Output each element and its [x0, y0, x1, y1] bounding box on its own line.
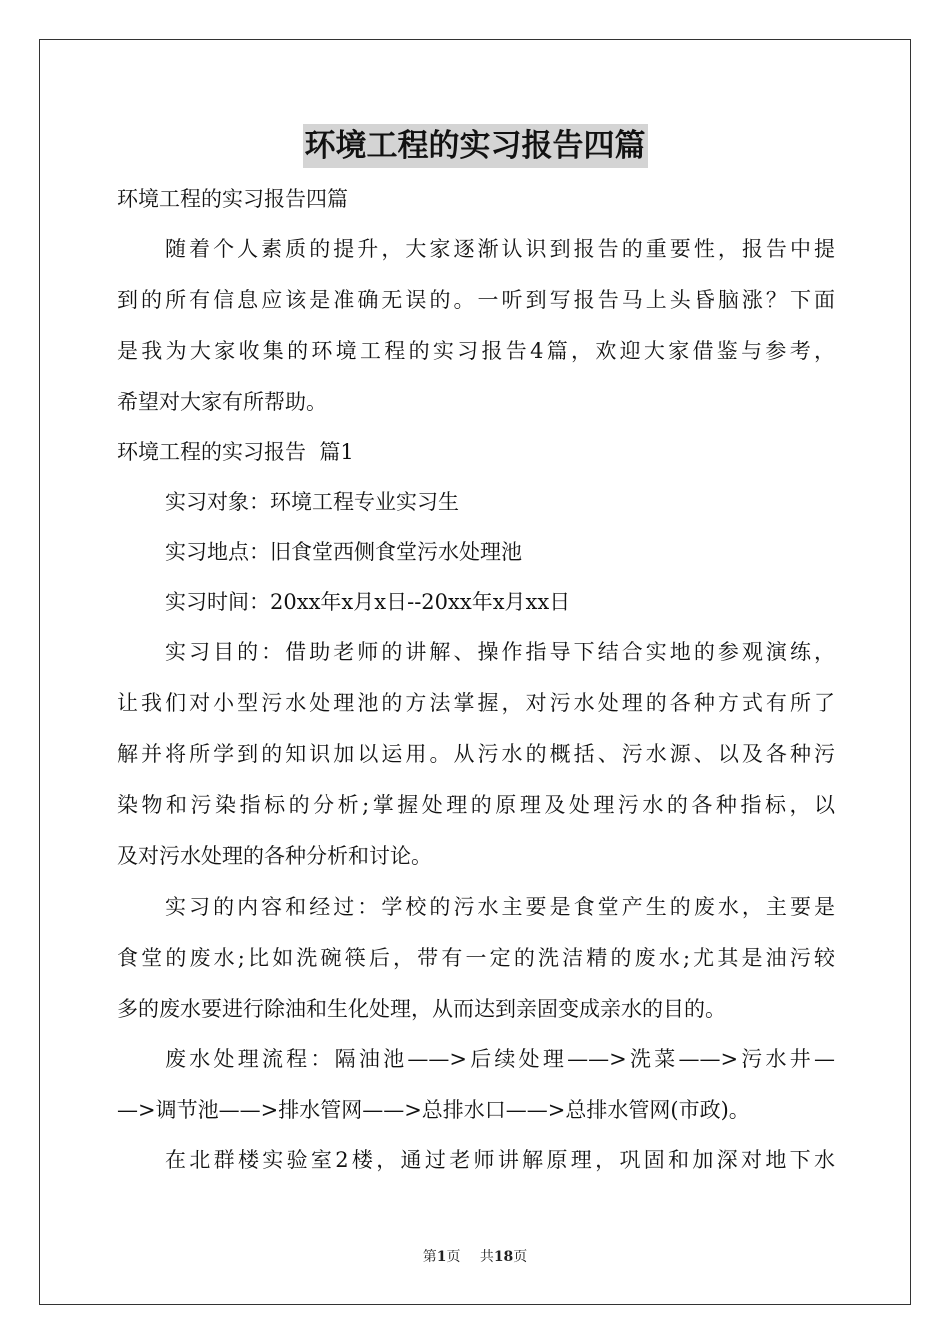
paragraph-line: 及对污水处理的各种分析和讨论。	[117, 844, 432, 868]
paragraph-line: 解并将所学到的知识加以运用。从污水的概括、污水源、以及各种污	[117, 742, 835, 766]
paragraph-line: —>调节池——>排水管网——>总排水口——>总排水管网(市政)。	[117, 1098, 750, 1122]
paragraph-line: 废水处理流程：隔油池——>后续处理——>洗菜——>污水井—	[165, 1047, 835, 1071]
total-label-prefix: 共	[479, 1249, 494, 1265]
paragraph-line: 实习对象：环境工程专业实习生	[165, 490, 459, 514]
paragraph-line: 是我为大家收集的环境工程的实习报告4篇，欢迎大家借鉴与参考，	[117, 339, 835, 363]
page-footer	[0, 1246, 950, 1266]
paragraph-line: 到的所有信息应该是准确无误的。一听到写报告马上头昏脑涨？下面	[117, 288, 835, 312]
paragraph-line: 随着个人素质的提升，大家逐渐认识到报告的重要性，报告中提	[165, 237, 835, 261]
total-pages: 18	[493, 1249, 514, 1265]
subtitle-line: 环境工程的实习报告四篇	[117, 187, 348, 211]
paragraph-line: 实习地点：旧食堂西侧食堂污水处理池	[165, 540, 522, 564]
paragraph-line: 食堂的废水;比如洗碗筷后，带有一定的洗洁精的废水;尤其是油污较	[117, 946, 835, 970]
page-number: 1	[436, 1249, 447, 1265]
total-label-suffix: 页	[513, 1249, 528, 1265]
paragraph-line: 实习目的：借助老师的讲解、操作指导下结合实地的参观演练，	[165, 640, 835, 664]
page-label-mid: 页	[446, 1249, 461, 1265]
paragraph-line: 实习的内容和经过：学校的污水主要是食堂产生的废水，主要是	[165, 895, 835, 919]
paragraph-line: 实习时间：20xx年x月x日--20xx年x月xx日	[165, 590, 571, 614]
document-title: 环境工程的实习报告四篇	[303, 124, 648, 168]
title-container	[0, 124, 950, 168]
paragraph-line: 多的废水要进行除油和生化处理，从而达到亲固变成亲水的目的。	[117, 997, 726, 1021]
paragraph-line: 希望对大家有所帮助。	[117, 390, 327, 414]
paragraph-line: 让我们对小型污水处理池的方法掌握，对污水处理的各种方式有所了	[117, 691, 835, 715]
document-body	[117, 180, 835, 1179]
page-label-prefix: 第	[422, 1249, 437, 1265]
paragraph-line: 染物和污染指标的分析;掌握处理的原理及处理污水的各种指标，以	[117, 793, 835, 817]
paragraph-line: 在北群楼实验室2楼，通过老师讲解原理，巩固和加深对地下水	[165, 1148, 835, 1172]
section-heading: 环境工程的实习报告 篇1	[117, 440, 354, 464]
